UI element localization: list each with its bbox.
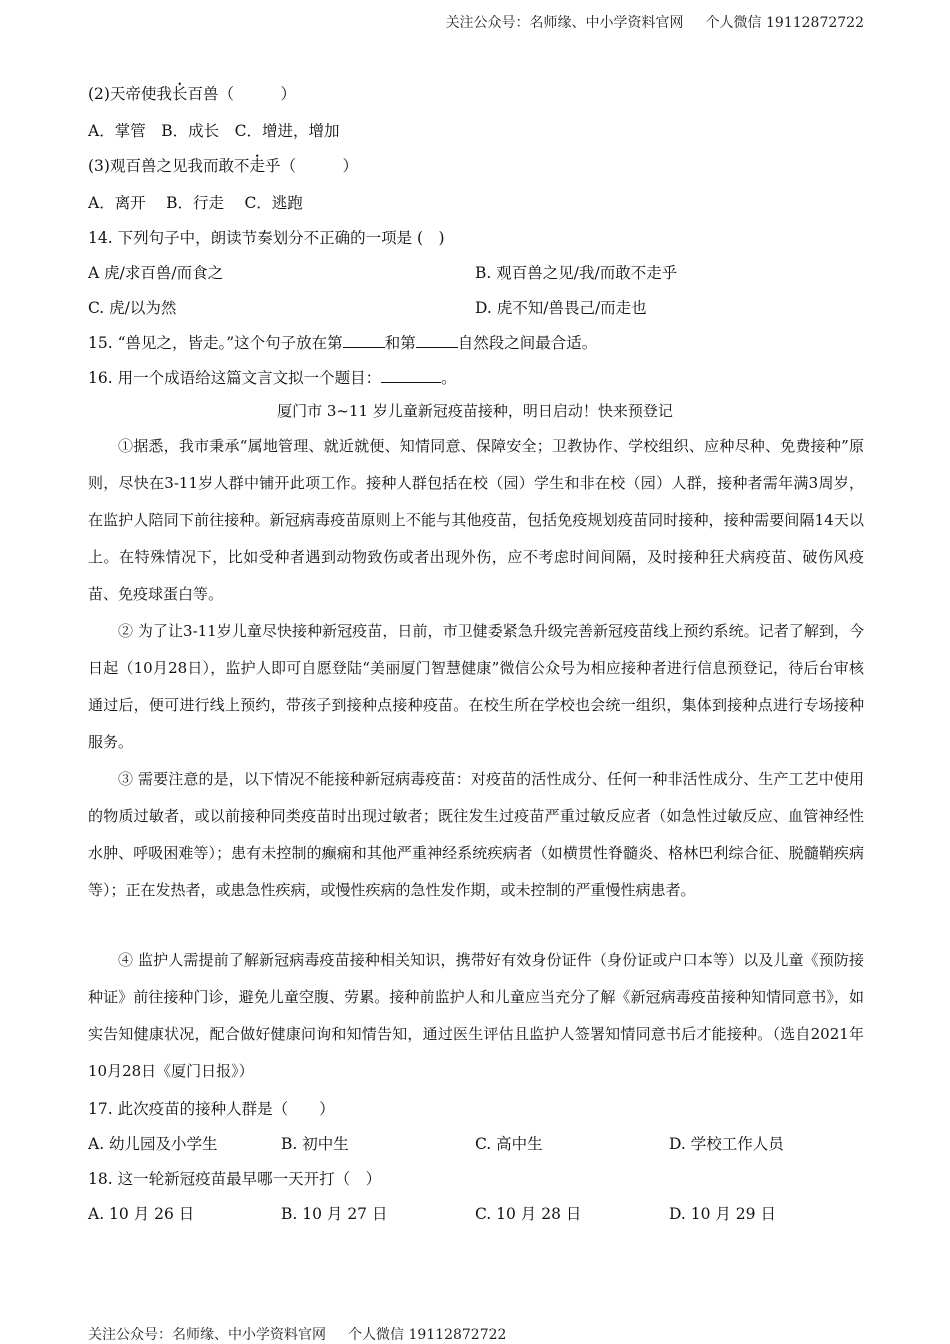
footer-account: 关注公众号：名师缘、中小学资料官网 bbox=[88, 1327, 326, 1343]
article-title: 厦门市 3~11 岁儿童新冠疫苗接种，明日启动！快来预登记 bbox=[277, 402, 673, 420]
article-paragraph-4: ④ 监护人需提前了解新冠病毒疫苗接种相关知识，携带好有效身份证件（身份证或户口本等）以及儿童《预防接种证》前往接种门诊，避免儿童空腹、劳累。接种前监护人和儿童应当充分了解《新冠病毒疫苗接种知情同意书》，如实告知健康状况，配合做好健康问询和知情告知，通过医生评估且监护人签署知情同意书后才能接种。（选自2021年10月28日《厦门日报》） bbox=[88, 951, 864, 1080]
answer-blank[interactable] bbox=[381, 367, 441, 384]
q13-2-stem: (2)天帝使我长百兽（ ） bbox=[88, 85, 297, 103]
dotted-char: 走 bbox=[249, 157, 265, 175]
q18-option-a: A. 10 月 26 日 bbox=[88, 1205, 195, 1223]
q18-option-c: C. 10 月 28 日 bbox=[475, 1205, 582, 1223]
dotted-char: 长 bbox=[171, 85, 188, 103]
footer-wechat: 个人微信 19112872722 bbox=[348, 1327, 507, 1343]
answer-blank[interactable] bbox=[343, 332, 385, 349]
article-paragraph-1: ①据悉，我市秉承“属地管理、就近就便、知情同意、保障安全；卫教协作、学校组织、应种尽种、免费接种”原则，尽快在3-11岁人群中铺开此项工作。接种人群包括在校（园）学生和非在校（园）人群，接种者需年满3周岁，在监护人陪同下前往接种。新冠病毒疫苗原则上不能与其他疫苗，包括免疫规划疫苗同时接种，接种需要间隔14天以上。在特殊情况下，比如受种者遇到动物致伤或者出现外伤，应不考虑时间间隔，及时接种狂犬病疫苗、破伤风疫苗、免疫球蛋白等。 bbox=[88, 437, 864, 603]
q17-option-b: B. 初中生 bbox=[281, 1135, 349, 1153]
q13-3-options: A．离开 B．行走 C．逃跑 bbox=[88, 194, 303, 212]
answer-paren: （ ） bbox=[218, 85, 297, 103]
q13-2-options: A．掌管 B．成长 C．增进，增加 bbox=[88, 122, 340, 140]
q13-3-stem: (3)观百兽之见我而敢不走乎（ ） bbox=[88, 157, 359, 175]
q14-option-c: C. 虎/以为然 bbox=[88, 299, 177, 317]
q14-option-b: B. 观百兽之见/我/而敢不走乎 bbox=[475, 264, 678, 282]
q14-option-d: D. 虎不知/兽畏己/而走也 bbox=[475, 299, 647, 317]
header-account: 关注公众号：名师缘、中小学资料官网 bbox=[445, 15, 684, 31]
header-wechat: 个人微信 19112872722 bbox=[705, 15, 864, 31]
q16-stem: 16. 用一个成语给这篇文言文拟一个题目： 。 bbox=[88, 366, 457, 388]
q14-option-a: A 虎/求百兽/而食之 bbox=[88, 264, 224, 282]
q15-stem: 15. “兽见之，皆走。”这个句子放在第 和第 自然段之间最合适。 bbox=[88, 331, 597, 353]
answer-blank[interactable] bbox=[416, 332, 458, 349]
article-paragraph-2: ② 为了让3-11岁儿童尽快接种新冠疫苗，日前，市卫健委紧急升级完善新冠疫苗线上预约系统。记者了解到，今日起（10月28日），监护人即可自愿登陆“美丽厦门智慧健康”微信公众号为相应接种者进行信息预登记，待后台审核通过后，便可进行线上预约，带孩子到接种点接种疫苗。在校生所在学校也会统一组织，集体到接种点进行专场接种服务。 bbox=[88, 622, 864, 751]
q17-option-a: A. 幼儿园及小学生 bbox=[88, 1135, 218, 1153]
q17-option-d: D. 学校工作人员 bbox=[669, 1135, 784, 1153]
article-paragraph-3: ③ 需要注意的是，以下情况不能接种新冠病毒疫苗：对疫苗的活性成分、任何一种非活性成分、生产工艺中使用的物质过敏者，或以前接种同类疫苗时出现过敏者；既往发生过疫苗严重过敏反应者（如急性过敏反应、血管神经性水肿、呼吸困难等）；患有未控制的癫痫和其他严重神经系统疾病者（如横贯性脊髓炎、格林巴利综合征、脱髓鞘疾病等）；正在发热者，或患急性疾病，或慢性疾病的急性发作期，或未控制的严重慢性病患者。 bbox=[88, 770, 864, 899]
q17-option-c: C. 高中生 bbox=[475, 1135, 543, 1153]
answer-paren: （ ） bbox=[280, 157, 359, 175]
q14-stem: 14. 下列句子中，朗读节奏划分不正确的一项是 ( ) bbox=[88, 229, 445, 247]
q17-stem: 17. 此次疫苗的接种人群是（ ） bbox=[88, 1100, 335, 1118]
q18-option-d: D. 10 月 29 日 bbox=[669, 1205, 776, 1223]
page-footer bbox=[88, 1324, 506, 1344]
q18-option-b: B. 10 月 27 日 bbox=[281, 1205, 388, 1223]
page-header bbox=[424, 12, 864, 32]
q18-stem: 18. 这一轮新冠疫苗最早哪一天开打（ ） bbox=[88, 1170, 382, 1188]
